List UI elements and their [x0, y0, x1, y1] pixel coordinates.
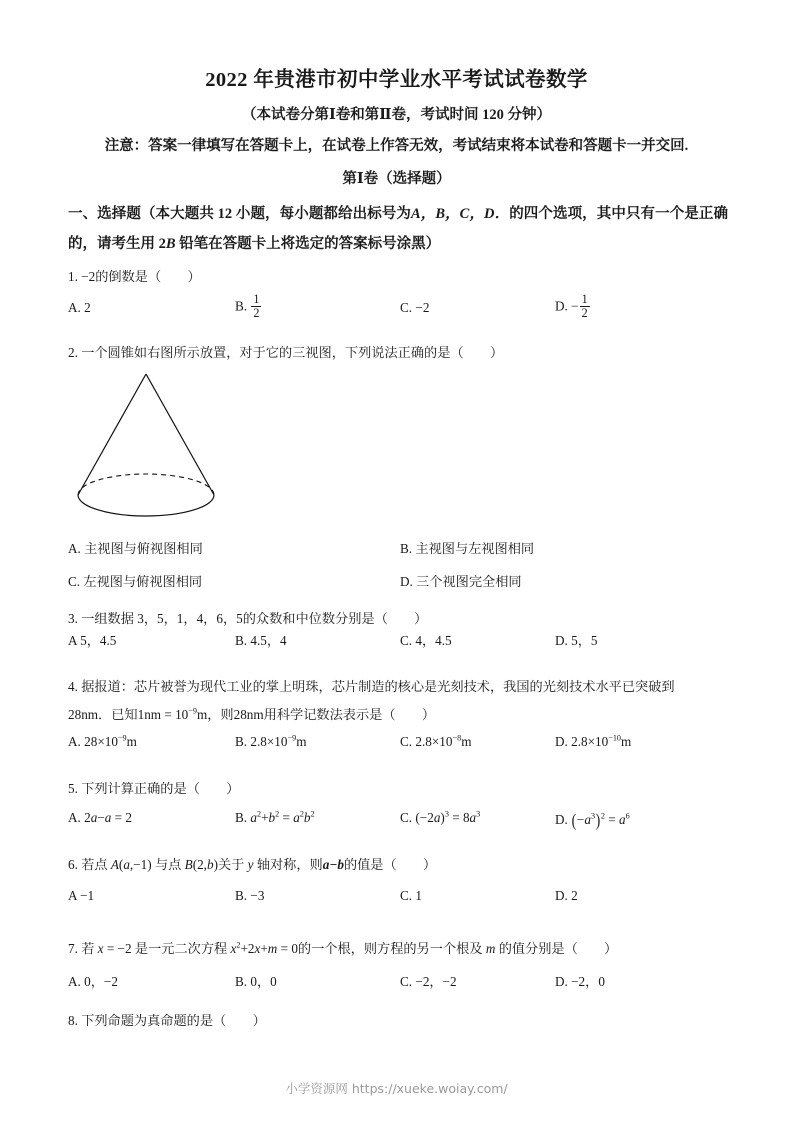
question-3-number: 3.	[68, 611, 78, 626]
option-exponent: −10	[608, 733, 622, 743]
fraction-one-half: $\frac{1}{2}$	[253, 292, 260, 320]
question-1-stem	[68, 262, 201, 292]
option-label: A.	[68, 734, 81, 749]
question-7-stem	[68, 934, 617, 964]
option-label: D.	[555, 734, 568, 749]
question-4-option-d[interactable]	[555, 734, 631, 750]
question-2-number: 2.	[68, 345, 78, 360]
option-label: C.	[400, 810, 413, 825]
question-1-option-b[interactable]	[235, 293, 262, 320]
question-3-option-c[interactable]	[400, 630, 452, 649]
option-value: −2，−2	[415, 974, 457, 989]
question-4-option-a[interactable]	[68, 734, 137, 750]
option-label: A	[68, 888, 77, 903]
question-4-text-c: m，则28nm用科学记数法表示是（ ）	[196, 707, 436, 722]
option-value: −3	[250, 888, 265, 903]
option-value: 5，4.5	[80, 633, 117, 648]
exam-subtitle: （本试卷分第Ⅰ卷和第Ⅱ卷，考试时间 120 分钟）	[241, 107, 551, 123]
question-4-number: 4.	[68, 679, 78, 694]
question-6-text: 若点 A(a,−1) 与点 B(2,b)关于 y 轴对称，则a−b的值是（ ）	[81, 857, 437, 872]
question-5-option-a[interactable]	[68, 810, 132, 826]
option-value: 主视图与左视图相同	[415, 541, 535, 556]
option-label: D.	[555, 974, 568, 989]
option-value: 左视图与俯视图相同	[83, 574, 203, 589]
option-mantissa: 28×10	[84, 734, 118, 749]
part-heading: 第Ⅰ卷（选择题）	[342, 171, 451, 187]
section-heading-text-c: 一个是正确的，请考生用 2	[68, 206, 729, 252]
question-3-text: 一组数据 3，5，1，4，6，5的众数和中位数分别是（ ）	[81, 611, 428, 626]
option-expression: $a^2+b^2 = a^2b^2$	[250, 809, 315, 825]
option-unit: m	[621, 734, 632, 749]
option-unit: m	[126, 734, 137, 749]
question-5-stem	[68, 774, 239, 804]
option-value: 5，5	[571, 633, 598, 648]
option-unit: m	[461, 734, 472, 749]
question-3-option-a[interactable]	[68, 630, 116, 649]
question-2-stem	[68, 338, 503, 368]
question-4-stem	[68, 672, 733, 702]
option-unit: m	[296, 734, 307, 749]
option-label: D.	[555, 633, 568, 648]
question-6-option-d[interactable]	[555, 888, 578, 904]
question-7-option-d[interactable]	[555, 971, 605, 990]
option-label: C.	[400, 974, 413, 989]
option-label: D.	[400, 574, 413, 589]
question-4-stem-line2	[68, 700, 435, 730]
section-heading	[68, 199, 728, 259]
option-value: 2	[571, 888, 578, 903]
minus-sign: −	[571, 298, 579, 314]
option-value: 主视图与俯视图相同	[84, 541, 203, 556]
cone-figure	[70, 368, 230, 520]
question-1-number: 1.	[68, 269, 78, 284]
section-heading-text-d: 铅笔在答题卡上将选定的答案标号涂黑）	[175, 236, 441, 252]
question-8-text: 下列命题为真命题的是（ ）	[81, 1013, 266, 1028]
question-8-number: 8.	[68, 1013, 78, 1028]
question-7-number: 7.	[68, 941, 78, 956]
exam-notice: 注意：答案一律填写在答题卡上，在试卷上作答无效，考试结束将本试卷和答题卡一并交回.	[104, 138, 689, 154]
question-6-stem	[68, 850, 436, 880]
option-label: B.	[400, 541, 413, 556]
option-label: A	[68, 633, 77, 648]
option-label: B.	[235, 633, 248, 648]
question-1-text: −2的倒数是（ ）	[81, 269, 201, 284]
question-2-option-a[interactable]	[68, 538, 203, 557]
question-4-text-a: 28nm．已知	[68, 707, 138, 722]
option-expression: 2a−a = 2	[84, 810, 132, 825]
question-2-option-d[interactable]	[400, 571, 522, 590]
question-7-text: 若 x = −2 是一元二次方程 $x^2+2x+m = 0$的一个根，则方程的另一个根及 m 的值分别是（ ）	[81, 940, 618, 956]
option-label: C.	[400, 734, 413, 749]
option-mantissa: 2.8×10	[250, 734, 288, 749]
option-label: C.	[400, 888, 413, 903]
option-value: 0，−2	[84, 974, 118, 989]
question-4-exponent: −9	[188, 706, 197, 716]
section-heading-var-b: B	[165, 236, 176, 252]
question-4-text-line1: 据报道：芯片被誉为现代工业的掌上明珠，芯片制造的核心是光刻技术，我国的光刻技术水平已突破到	[81, 679, 675, 694]
option-value: 0，0	[250, 974, 277, 989]
question-5-option-d[interactable]	[555, 810, 630, 831]
option-label: A.	[68, 810, 81, 825]
option-value: 三个视图完全相同	[416, 574, 522, 589]
question-7-option-b[interactable]	[235, 971, 277, 990]
option-label: A.	[68, 300, 81, 315]
option-label: A.	[68, 541, 81, 556]
option-value: −1	[80, 888, 95, 903]
option-label: B.	[235, 298, 248, 314]
option-exponent: −8	[452, 733, 462, 743]
question-2-text: 一个圆锥如右图所示放置，对于它的三视图，下列说法正确的是（ ）	[81, 345, 504, 360]
option-value: −2	[415, 300, 430, 315]
question-7-option-a[interactable]	[68, 971, 118, 990]
footer-watermark: 小学资源网 https://xueke.woiay.com/	[285, 1081, 508, 1096]
option-value: 2	[84, 300, 91, 315]
option-label: C.	[68, 574, 81, 589]
option-exponent: −9	[117, 733, 127, 743]
question-1-option-d[interactable]	[555, 293, 591, 320]
section-heading-text-b: 的四个选项，其中只有	[509, 206, 656, 222]
question-7-option-c[interactable]	[400, 971, 457, 990]
question-6-option-b[interactable]	[235, 888, 264, 904]
question-5-text: 下列计算正确的是（ ）	[81, 781, 240, 796]
option-value: 4.5，4	[250, 633, 287, 648]
question-4-option-c[interactable]	[400, 734, 471, 750]
option-exponent: −9	[287, 733, 297, 743]
option-label: D.	[555, 298, 568, 314]
option-value: 1	[415, 888, 422, 903]
question-5-option-c[interactable]	[400, 810, 480, 826]
option-value: 4，4.5	[415, 633, 452, 648]
option-label: D.	[555, 888, 568, 903]
option-label: B.	[235, 810, 248, 825]
option-expression: $(-a^3)^2 = a^6$	[571, 810, 630, 830]
question-4-option-b[interactable]	[235, 734, 306, 750]
question-4-formula: 1nm = 10	[137, 707, 189, 722]
option-mantissa: 2.8×10	[415, 734, 453, 749]
option-label: B.	[235, 974, 248, 989]
fraction-one-half: $\frac{1}{2}$	[581, 292, 588, 320]
option-mantissa: 2.8×10	[571, 734, 609, 749]
question-8-stem	[68, 1006, 266, 1036]
option-label: C.	[400, 633, 413, 648]
question-6-number: 6.	[68, 857, 78, 872]
section-heading-text-a: 一、选择题（本大题共 12 小题，每小题都给出标号为	[68, 206, 411, 222]
question-6-option-c[interactable]	[400, 888, 422, 904]
section-heading-vars: A，B，C，D．	[410, 206, 510, 222]
option-label: D.	[555, 811, 568, 827]
question-1-option-a[interactable]	[68, 300, 91, 316]
page-title: 2022 年贵港市初中学业水平考试试卷数学	[205, 69, 588, 91]
option-label: B.	[235, 734, 248, 749]
question-6-option-a[interactable]	[68, 888, 94, 904]
question-3-option-b[interactable]	[235, 630, 287, 649]
option-label: C.	[400, 300, 413, 315]
option-label: A.	[68, 974, 81, 989]
question-5-option-b[interactable]	[235, 810, 315, 826]
question-5-number: 5.	[68, 781, 78, 796]
option-expression: $(-2a)^3 = 8a^3$	[415, 809, 481, 825]
question-2-option-c[interactable]	[68, 571, 202, 590]
question-1-option-c[interactable]	[400, 300, 429, 316]
question-2-option-b[interactable]	[400, 538, 534, 557]
option-label: B.	[235, 888, 248, 903]
question-3-option-d[interactable]	[555, 630, 598, 649]
option-value: −2，0	[571, 974, 605, 989]
